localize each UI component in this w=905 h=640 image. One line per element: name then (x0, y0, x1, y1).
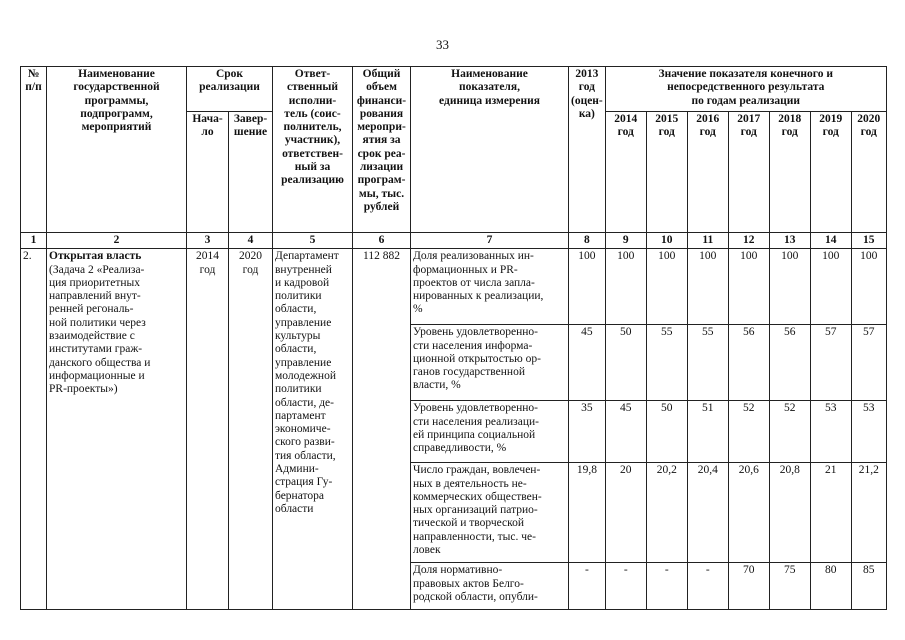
program-task: (Задача 2 «Реализа- ция приоритетных направлений внут- ренней регональ- ной политики через взаимодействие с институтами граж- данского общества и информационные и PR-проекты») (49, 263, 151, 396)
indicator-value: 52 (728, 401, 769, 463)
indicator-value: 20,6 (728, 463, 769, 563)
column-number: 4 (229, 233, 273, 249)
indicator-value: 20,8 (769, 463, 810, 563)
indicator-value: 55 (687, 325, 728, 401)
indicator-value: 21 (810, 463, 851, 563)
header-year: 2020 год (851, 112, 886, 233)
indicator-value: - (687, 563, 728, 610)
table-row (21, 249, 887, 325)
indicator-value: 100 (687, 249, 728, 325)
header-term: Срок реализации (187, 67, 273, 112)
indicator-value: 57 (810, 325, 851, 401)
indicator-value: 100 (646, 249, 687, 325)
indicator-value: 70 (728, 563, 769, 610)
column-number: 9 (605, 233, 646, 249)
indicator-value: 20 (605, 463, 646, 563)
indicator-value: 51 (687, 401, 728, 463)
header-start: Нача- ло (187, 112, 229, 233)
column-numbers-row (21, 233, 887, 249)
indicator-value: 50 (605, 325, 646, 401)
program-name (47, 249, 187, 610)
header-2013: 2013 год (оцен- ка) (569, 67, 606, 233)
indicator-value: 21,2 (851, 463, 886, 563)
indicator-value: 100 (810, 249, 851, 325)
column-number: 13 (769, 233, 810, 249)
header-year: 2016 год (687, 112, 728, 233)
indicator-value: 56 (728, 325, 769, 401)
header-values: Значение показателя конечного и непосредственного результата по годам реализации (605, 67, 886, 112)
header-end: Завер- шение (229, 112, 273, 233)
indicator-value: 100 (569, 249, 606, 325)
column-number: 8 (569, 233, 606, 249)
indicator-value: 52 (769, 401, 810, 463)
program-responsible: Департамент внутренней и кадровой политики области, управление культуры области, управление молодежной политики области, де- партамент экономиче- ского разви- тия области, Админи- страция Гу- бернатора области (273, 249, 353, 610)
program-number: 2. (21, 249, 47, 610)
column-number: 6 (353, 233, 411, 249)
header-program-name: Наименование государственной программы, подпрограмм, мероприятий (47, 67, 187, 233)
column-number: 2 (47, 233, 187, 249)
indicator-value: 20,4 (687, 463, 728, 563)
column-number: 3 (187, 233, 229, 249)
indicator-name: Доля нормативно- правовых актов Белго- родской области, опубли- (411, 563, 569, 610)
indicator-value: 45 (569, 325, 606, 401)
indicator-value: 100 (851, 249, 886, 325)
indicator-value: 53 (810, 401, 851, 463)
indicator-value: - (646, 563, 687, 610)
column-number: 10 (646, 233, 687, 249)
indicator-value: 85 (851, 563, 886, 610)
indicator-value: - (605, 563, 646, 610)
indicator-value: 75 (769, 563, 810, 610)
header-year: 2018 год (769, 112, 810, 233)
indicator-value: 55 (646, 325, 687, 401)
header-responsible: Ответ- ственный исполни- тель (соис- полнитель, участник), ответствен- ный за реализацию (273, 67, 353, 233)
column-number: 12 (728, 233, 769, 249)
indicator-value: 50 (646, 401, 687, 463)
header-finance: Общий объем финанси- рования меропри- ятия за срок реа- лизации програм- мы, тыс. рублей (353, 67, 411, 233)
indicator-value: 100 (728, 249, 769, 325)
indicator-value: - (569, 563, 606, 610)
column-number: 15 (851, 233, 886, 249)
indicator-value: 57 (851, 325, 886, 401)
program-title: Открытая власть (49, 250, 142, 263)
indicator-value: 53 (851, 401, 886, 463)
column-number: 14 (810, 233, 851, 249)
column-number: 1 (21, 233, 47, 249)
indicator-value: 100 (769, 249, 810, 325)
column-number: 5 (273, 233, 353, 249)
column-number: 7 (411, 233, 569, 249)
indicator-value: 19,8 (569, 463, 606, 563)
header-year: 2019 год (810, 112, 851, 233)
header-year: 2015 год (646, 112, 687, 233)
header-year: 2014 год (605, 112, 646, 233)
indicator-value: 20,2 (646, 463, 687, 563)
indicator-value: 45 (605, 401, 646, 463)
program-end: 2020 год (229, 249, 273, 610)
indicator-name: Уровень удовлетвореннo- сти населения реализаци- ей принципа социальной справедливости, % (411, 401, 569, 463)
indicator-name: Уровень удовлетвореннo- сти населения информа- ционной открытостью ор- ганов государственной власти, % (411, 325, 569, 401)
program-start: 2014 год (187, 249, 229, 610)
header-year: 2017 год (728, 112, 769, 233)
column-number: 11 (687, 233, 728, 249)
indicator-value: 56 (769, 325, 810, 401)
indicators-table (20, 66, 887, 610)
program-finance: 112 882 (353, 249, 411, 610)
indicator-name: Доля реализованных ин- формационных и PR- проектов от числа запла- нированных к реализации, % (411, 249, 569, 325)
indicator-name: Число граждан, вовлечен- ных в деятельность не- коммерческих обществен- ных организаций патрио- тической и творческой направленности, тыс. че- ловек (411, 463, 569, 563)
header-no: № п/п (21, 67, 47, 233)
indicator-value: 35 (569, 401, 606, 463)
header-indicator: Наименование показателя, единица измерения (411, 67, 569, 233)
page-number: 33 (436, 37, 449, 52)
indicator-value: 100 (605, 249, 646, 325)
indicator-value: 80 (810, 563, 851, 610)
